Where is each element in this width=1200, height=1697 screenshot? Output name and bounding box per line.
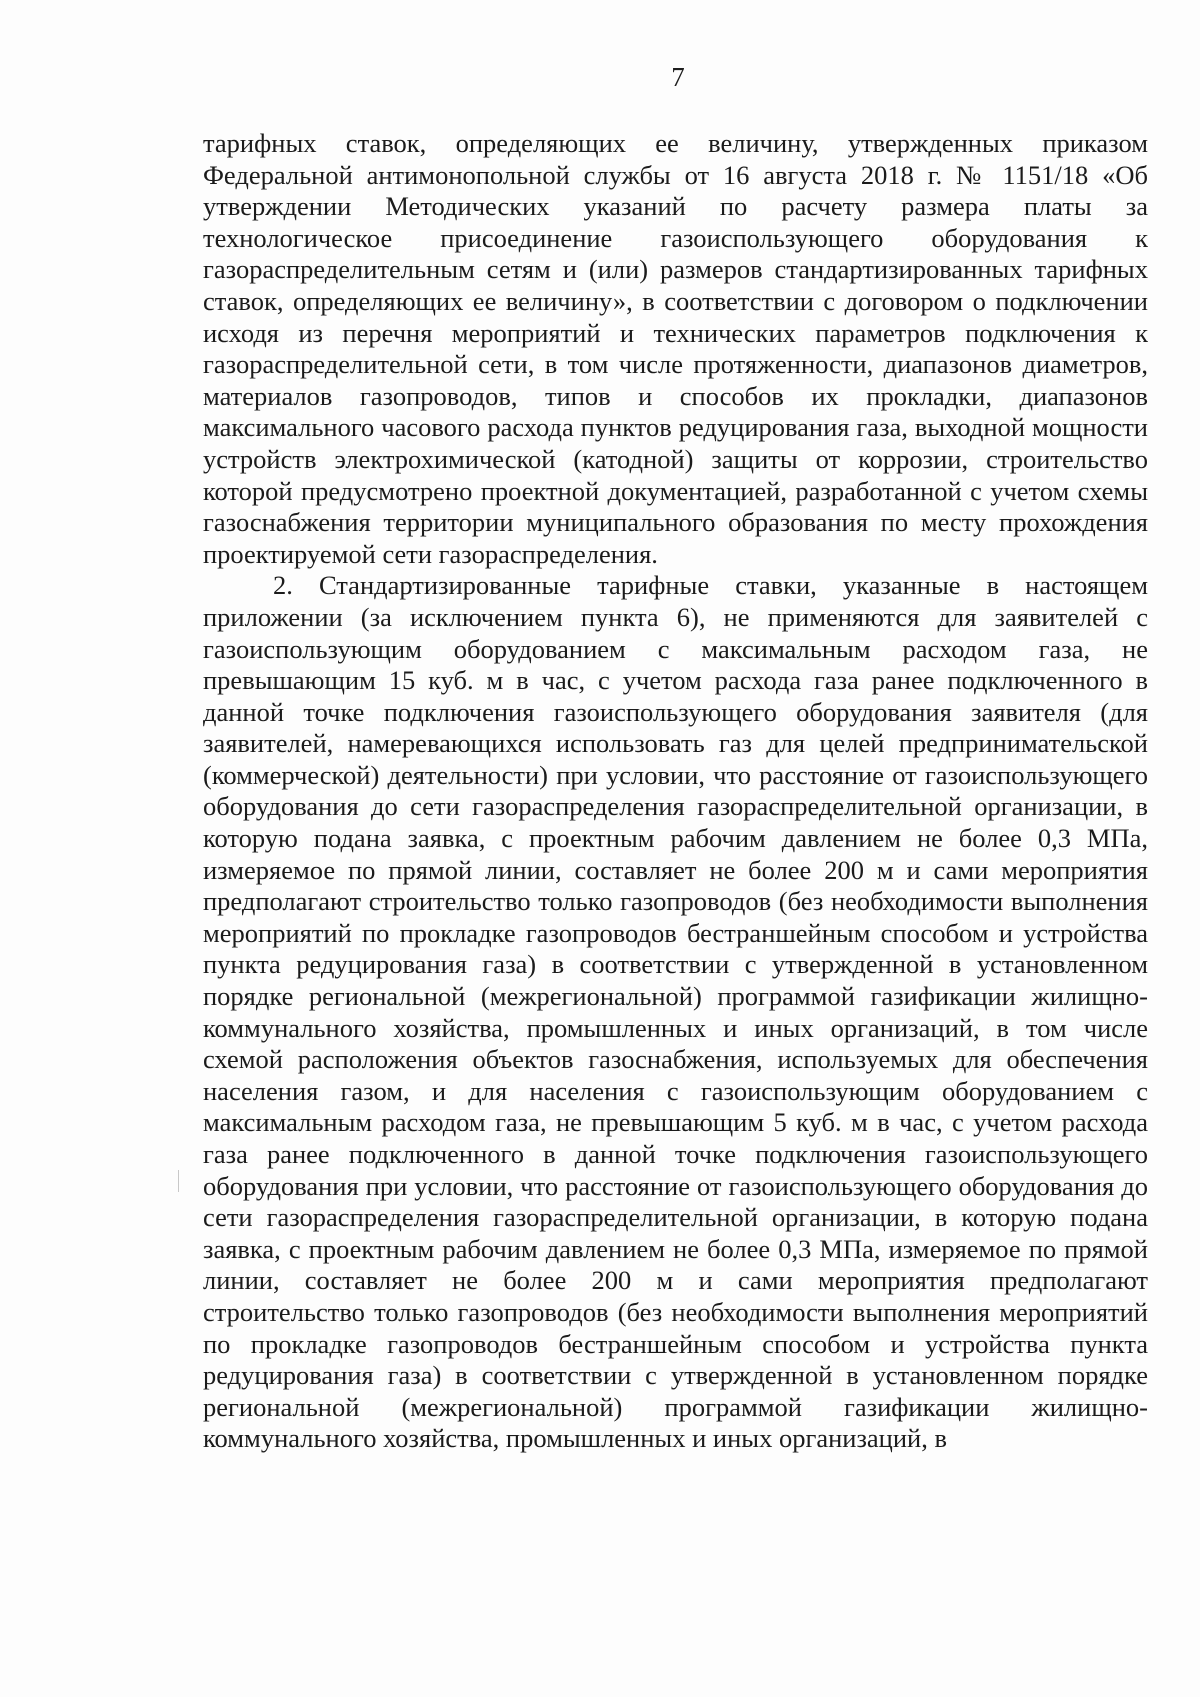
document-body xyxy=(203,128,1148,1455)
paragraph-2: 2. Стандартизированные тарифные ставки, указанные в настоящем приложении (за исключением пункта 6), не применяются для заявителей с газоиспользующим оборудованием с максимальным расходом газа, не превышающим 15 куб. м в час, с учетом расхода газа ранее подключенного в данной точке подключения газоиспользующего оборудования заявителя (для заявителей, намеревающихся использовать газ для целей предпринимательской (коммерческой) деятельности) при условии, что расстояние от газоиспользующего оборудования до сети газораспределения газораспределительной организации, в которую подана заявка, с проектным рабочим давлением не более 0,3 МПа, измеряемое по прямой линии, составляет не более 200 м и сами мероприятия предполагают строительство только газопроводов (без необходимости выполнения мероприятий по прокладке газопроводов бестраншейным способом и устройства пункта редуцирования газа) в соответствии с утвержденной в установленном порядке региональной (межрегиональной) программой газификации жилищно-коммунального хозяйства, промышленных и иных организаций, в том числе схемой расположения объектов газоснабжения, используемых для обеспечения населения газом, и для населения с газоиспользующим оборудованием с максимальным расходом газа, не превышающим 5 куб. м в час, с учетом расхода газа ранее подключенного в данной точке подключения газоиспользующего оборудования при условии, что расстояние от газоиспользующего оборудования до сети газораспределения газораспределительной организации, в которую подана заявка, с проектным рабочим давлением не более 0,3 МПа, измеряемое по прямой линии, составляет не более 200 м и сами мероприятия предполагают строительство только газопроводов (без необходимости выполнения мероприятий по прокладке газопроводов бестраншейным способом и устройства пункта редуцирования газа) в соответствии с утвержденной в установленном порядке региональной (межрегиональной) программой газификации жилищно-коммунального хозяйства, промышленных и иных организаций, в xyxy=(203,570,1148,1454)
page-number: 7 xyxy=(671,62,685,92)
paragraph-continuation: тарифных ставок, определяющих ее величину, утвержденных приказом Федеральной антимонопольной службы от 16 августа 2018 г. № 1151/18 «Об утверждении Методических указаний по расчету размера платы за технологическое присоединение газоиспользующего оборудования к газораспределительным сетям и (или) размеров стандартизированных тарифных ставок, определяющих ее величину», в соответствии с договором о подключении исходя из перечня мероприятий и технических параметров подключения к газораспределительной сети, в том числе протяженности, диапазонов диаметров, материалов газопроводов, типов и способов их прокладки, диапазонов максимального часового расхода пунктов редуцирования газа, выходной мощности устройств электрохимической (катодной) защиты от коррозии, строительство которой предусмотрено проектной документацией, разработанной с учетом схемы газоснабжения территории муниципального образования по месту прохождения проектируемой сети газораспределения. xyxy=(203,128,1148,569)
scan-margin-mark xyxy=(178,1170,179,1192)
